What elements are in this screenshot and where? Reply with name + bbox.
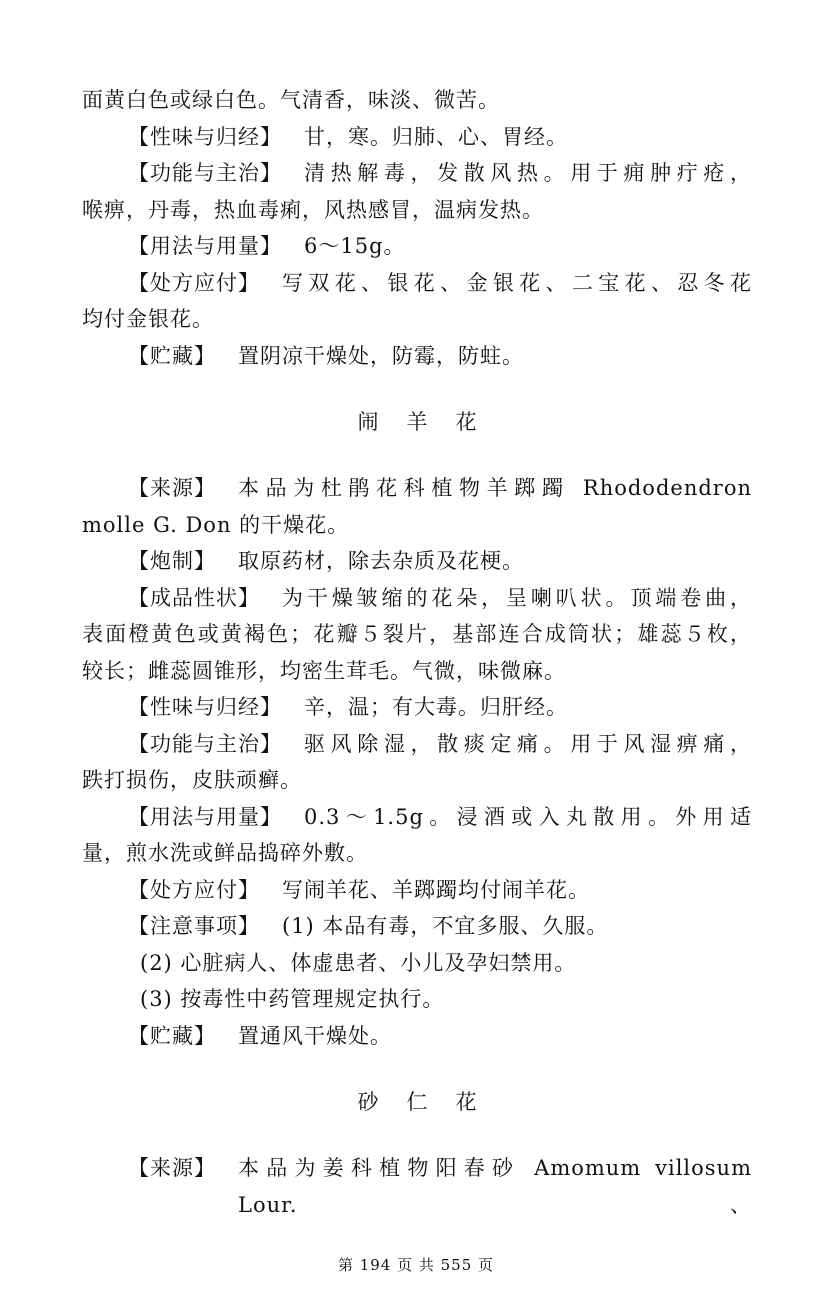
document-page [82, 82, 752, 1217]
text-line [82, 762, 752, 799]
line-text: 为干燥皱缩的花朵，呈喇叭状。顶端卷曲， [282, 585, 752, 610]
line-text: 置阴凉干燥处，防霉，防蛀。 [238, 343, 524, 368]
section-tag: 【处方应付】 [128, 877, 260, 902]
section-tag: 【用法与用量】 [128, 804, 282, 829]
text-line [82, 1150, 752, 1217]
line-text: (1) 本品有毒，不宜多服、久服。 [282, 914, 609, 938]
section-tag: 【功能与主治】 [128, 161, 282, 185]
text-line [82, 338, 752, 375]
section-tag: 【功能与主治】 [128, 731, 282, 756]
text-line [82, 507, 752, 544]
text-line [82, 653, 752, 690]
line-text: 量，煎水洗或鲜品捣碎外敷。 [82, 841, 368, 865]
text-line [82, 82, 752, 119]
section-heading: 砂仁花 [357, 1090, 505, 1114]
section-tag: 【来源】 [128, 1156, 216, 1180]
text-line [82, 616, 752, 653]
line-text: 驱风除湿，散痰定痛。用于风湿痹痛， [304, 731, 752, 756]
line-text: 表面橙黄色或黄褐色；花瓣５裂片，基部连合成筒状；雄蕊５枚， [82, 622, 752, 646]
line-text: 面黄白色或绿白色。气清香，味淡、微苦。 [82, 88, 500, 112]
text-line [82, 1018, 752, 1055]
line-text: 喉痹，丹毒，热血毒痢，风热感冒，温病发热。 [82, 197, 544, 222]
section-heading: 闹羊花 [357, 410, 505, 434]
line-text: 写闹羊花、羊踯躅均付闹羊花。 [282, 877, 590, 902]
line-text: 0.3～1.5g。浸酒或入丸散用。外用适 [304, 804, 752, 829]
text-line [82, 945, 752, 982]
line-text: molle G. Don 的干燥花。 [82, 512, 350, 537]
page-footer: 第 194 页 共 555 页 [337, 1256, 495, 1274]
text-line [82, 228, 752, 265]
section-tag: 【贮藏】 [128, 343, 216, 368]
section-tag: 【贮藏】 [128, 1023, 216, 1048]
line-text: 甘，寒。归肺、心、胃经。 [304, 124, 568, 149]
section-tag: 【来源】 [128, 476, 216, 500]
text-line [82, 689, 752, 726]
section-tag: 【性味与归经】 [128, 124, 282, 149]
text-line [82, 265, 752, 302]
text-line [82, 580, 752, 617]
line-text: 跌打损伤，皮肤顽癣。 [82, 768, 302, 792]
line-text: 本品为姜科植物阳春砂 Amomum villosum Lour.、 [238, 1156, 752, 1217]
text-line [82, 726, 752, 763]
text-line [82, 543, 752, 580]
text-line [82, 119, 752, 156]
line-text: 本品为杜鹃花科植物羊踯躅 Rhododendron [238, 476, 752, 500]
line-text: 置通风干燥处。 [238, 1023, 392, 1048]
line-text: (2) 心脏病人、体虚患者、小儿及孕妇禁用。 [140, 950, 577, 975]
line-text: 6～15g。 [304, 234, 406, 258]
line-text: 取原药材，除去杂质及花梗。 [238, 549, 524, 573]
text-line [82, 470, 752, 507]
text-line [82, 835, 752, 872]
line-text: (3) 按毒性中药管理规定执行。 [140, 987, 445, 1011]
text-line [82, 155, 752, 192]
text-line [82, 981, 752, 1018]
section-tag: 【用法与用量】 [128, 234, 282, 258]
text-line [82, 192, 752, 229]
text-line [82, 799, 752, 836]
text-line [82, 872, 752, 909]
section-tag: 【炮制】 [128, 549, 216, 573]
line-text: 辛，温；有大毒。归肝经。 [304, 695, 568, 719]
line-text: 均付金银花。 [82, 307, 214, 331]
section-tag: 【处方应付】 [128, 270, 260, 295]
section-tag: 【成品性状】 [128, 585, 260, 610]
line-text: 写双花、银花、金银花、二宝花、忍冬花 [282, 270, 752, 295]
text-line [82, 908, 752, 945]
line-text: 较长；雌蕊圆锥形，均密生茸毛。气微，味微麻。 [82, 658, 566, 683]
text-line [82, 301, 752, 338]
section-tag: 【性味与归经】 [128, 695, 282, 719]
section-tag: 【注意事项】 [128, 914, 260, 938]
line-text: 清热解毒，发散风热。用于痈肿疔疮， [304, 161, 752, 185]
